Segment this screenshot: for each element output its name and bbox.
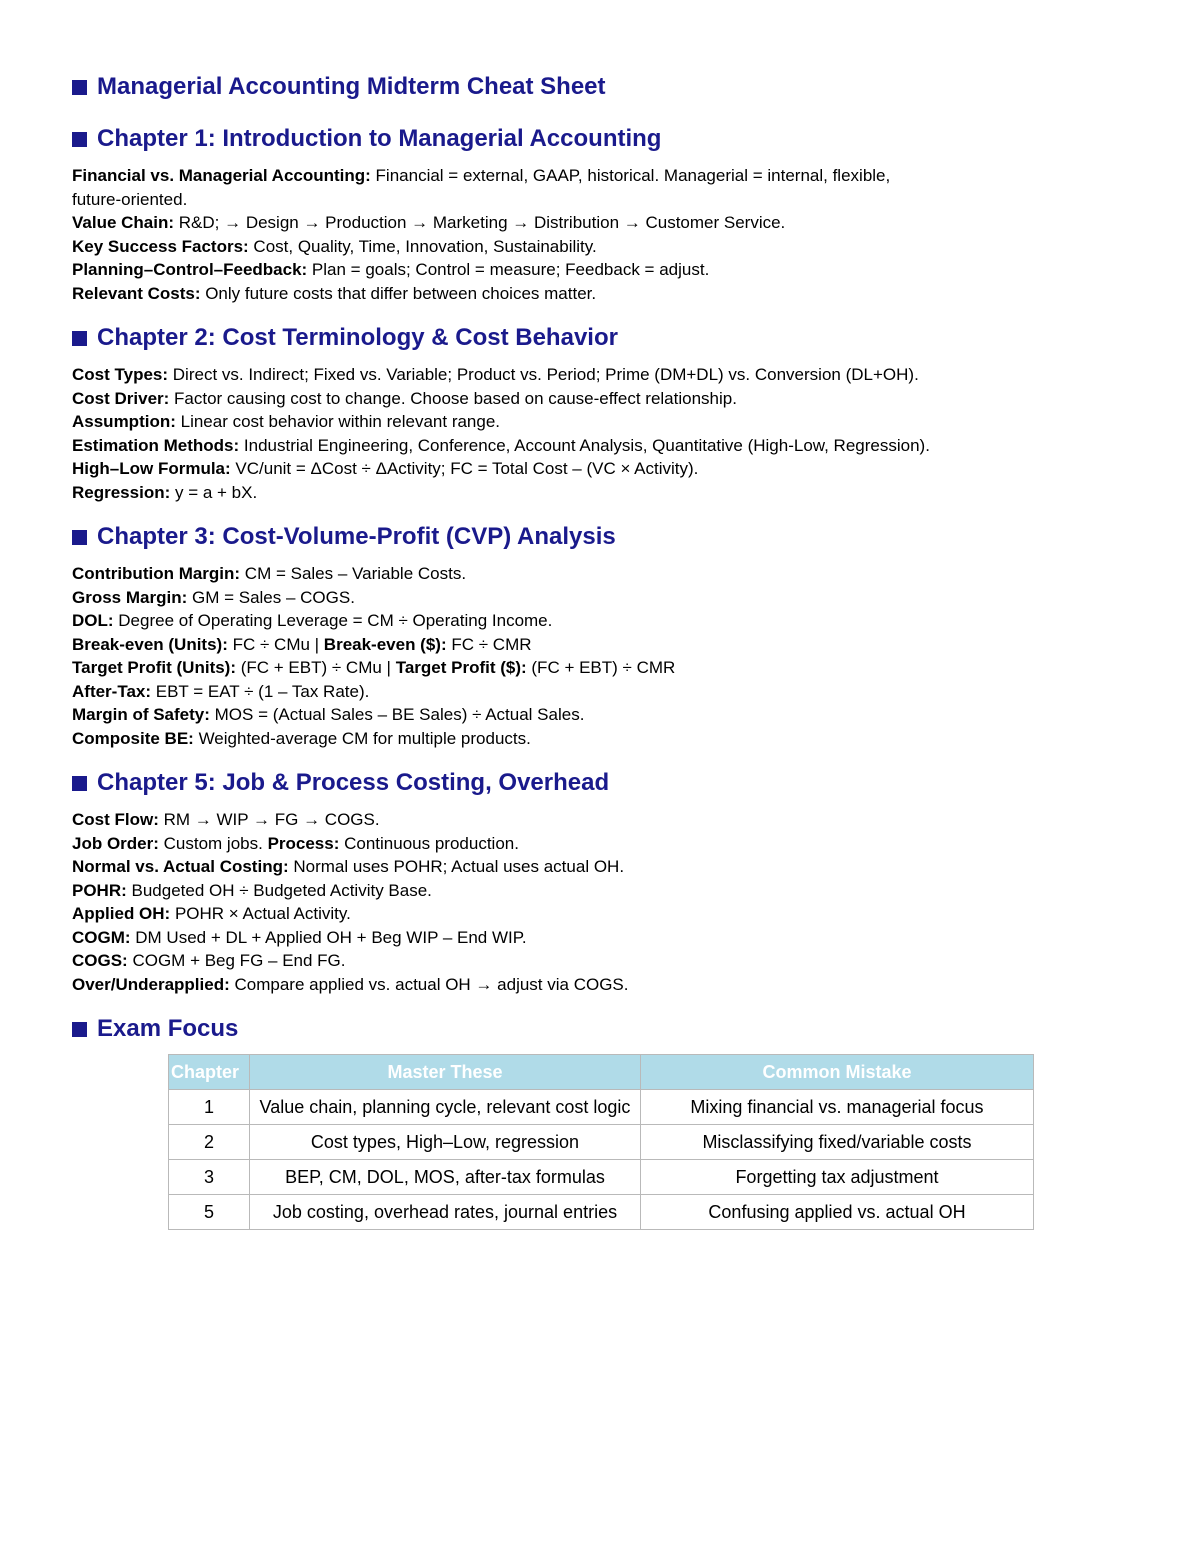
note-line: [72, 164, 1132, 188]
term-label: Process:: [267, 833, 340, 853]
term-text: Budgeted OH ÷ Budgeted Activity Base.: [126, 880, 432, 900]
term-label: Cost Types:: [72, 365, 169, 384]
table-header-row: [169, 1055, 1034, 1090]
chapter-heading: [72, 522, 1132, 552]
term-label: Gross Margin:: [72, 587, 188, 607]
exam-focus-table-body: [169, 1090, 1034, 1230]
column-header-master-these: Master These: [250, 1055, 641, 1090]
cheat-sheet-page: [72, 70, 1132, 1230]
note-line: [72, 949, 1132, 973]
square-bullet-icon: [72, 530, 87, 545]
term-label: Break-even (Units):: [72, 634, 228, 654]
square-bullet-icon: [72, 331, 87, 346]
term-text: Only future costs that differ between choices matter.: [200, 283, 597, 303]
cell-common-mistake: Confusing applied vs. actual OH: [641, 1195, 1034, 1230]
exam-focus-table: [168, 1054, 1034, 1230]
cell-common-mistake: Mixing financial vs. managerial focus: [641, 1090, 1034, 1125]
chapter-heading: [72, 768, 1132, 798]
table-row: [169, 1195, 1034, 1230]
term-label: Target Profit (Units):: [72, 658, 237, 677]
term-label: Financial vs. Managerial Accounting:: [72, 166, 371, 185]
term-text: Plan = goals; Control = measure; Feedback = adjust.: [307, 260, 710, 279]
term-text: (FC + EBT) ÷ CMR: [526, 658, 676, 677]
term-label: Planning–Control–Feedback:: [72, 260, 308, 279]
chapter-heading-text: Chapter 1: Introduction to Managerial Accounting: [97, 125, 662, 152]
cell-master-these: Job costing, overhead rates, journal entries: [250, 1195, 641, 1230]
term-text: Weighted-average CM for multiple products.: [193, 728, 531, 748]
note-line: [72, 211, 1132, 235]
column-header-chapter: Chapter: [169, 1055, 250, 1090]
term-text: Factor causing cost to change. Choose based on cause-effect relationship.: [169, 388, 737, 408]
note-line: [72, 808, 1132, 832]
term-text: Financial = external, GAAP, historical. Managerial = internal, flexible,: [370, 166, 891, 185]
cell-master-these: BEP, CM, DOL, MOS, after-tax formulas: [250, 1160, 641, 1195]
note-line: [72, 727, 1132, 751]
note-line: [72, 481, 1132, 505]
term-text: FC ÷ CMu |: [227, 634, 324, 654]
square-bullet-icon: [72, 132, 87, 147]
term-label: Break-even ($):: [323, 634, 447, 654]
note-line: [72, 258, 1132, 282]
term-text: VC/unit = ΔCost ÷ ΔActivity; FC = Total Cost – (VC × Activity).: [230, 459, 699, 478]
term-label: COGS:: [72, 951, 128, 970]
note-line: [72, 680, 1132, 704]
square-bullet-icon: [72, 1022, 87, 1037]
note-line: [72, 562, 1132, 586]
term-label: Over/Underapplied:: [72, 974, 230, 994]
term-text: RM → WIP → FG → COGS.: [158, 810, 380, 829]
note-line: [72, 235, 1132, 259]
note-line: [72, 902, 1132, 926]
note-line: [72, 879, 1132, 903]
cell-common-mistake: Forgetting tax adjustment: [641, 1160, 1034, 1195]
chapter-heading-text: Chapter 5: Job & Process Costing, Overhead: [97, 769, 610, 796]
square-bullet-icon: [72, 776, 87, 791]
chapter-heading: [72, 124, 1132, 154]
column-header-common-mistake: Common Mistake: [641, 1055, 1034, 1090]
term-text: FC ÷ CMR: [446, 634, 532, 654]
note-line: [72, 703, 1132, 727]
exam-focus-heading-text: Exam Focus: [97, 1015, 239, 1042]
cell-chapter: 2: [169, 1125, 250, 1160]
note-line: [72, 832, 1132, 856]
chapter-heading-text: Chapter 2: Cost Terminology & Cost Behavior: [97, 324, 618, 351]
note-line: [72, 387, 1132, 411]
term-label: Contribution Margin:: [72, 564, 241, 583]
note-line: [72, 457, 1132, 481]
chapter-section: [72, 522, 1132, 750]
term-label: Normal vs. Actual Costing:: [72, 857, 289, 876]
term-label: Cost Driver:: [72, 388, 170, 408]
term-label: Composite BE:: [72, 728, 194, 748]
note-line: [72, 363, 1132, 387]
term-label: Estimation Methods:: [72, 435, 240, 455]
chapter-sections: [72, 124, 1132, 996]
document-title-text: Managerial Accounting Midterm Cheat Sheet: [97, 73, 606, 100]
term-text: COGM + Beg FG – End FG.: [127, 951, 346, 970]
term-label: Regression:: [72, 482, 171, 502]
table-row: [169, 1090, 1034, 1125]
term-text: DM Used + DL + Applied OH + Beg WIP – End WIP.: [130, 927, 527, 947]
square-bullet-icon: [72, 80, 87, 95]
term-text: Custom jobs.: [158, 833, 268, 853]
chapter-heading-text: Chapter 3: Cost-Volume-Profit (CVP) Analysis: [97, 523, 616, 550]
note-line: [72, 282, 1132, 306]
note-line: [72, 586, 1132, 610]
table-row: [169, 1160, 1034, 1195]
note-line: [72, 188, 1132, 212]
term-text: CM = Sales – Variable Costs.: [240, 564, 467, 583]
chapter-heading: [72, 323, 1132, 353]
term-text: Degree of Operating Leverage = CM ÷ Operating Income.: [113, 611, 553, 630]
cell-chapter: 5: [169, 1195, 250, 1230]
chapter-section: [72, 323, 1132, 504]
term-text: Normal uses POHR; Actual uses actual OH.: [288, 857, 625, 876]
term-text: GM = Sales – COGS.: [187, 587, 355, 607]
term-label: After-Tax:: [72, 681, 152, 701]
term-label: Cost Flow:: [72, 810, 159, 829]
term-label: POHR:: [72, 880, 127, 900]
term-label: Target Profit ($):: [395, 658, 527, 677]
term-text: EBT = EAT ÷ (1 – Tax Rate).: [151, 681, 370, 701]
note-line: [72, 633, 1132, 657]
chapter-section: [72, 124, 1132, 305]
term-text: (FC + EBT) ÷ CMu |: [236, 658, 396, 677]
note-line: [72, 434, 1132, 458]
term-label: Job Order:: [72, 833, 159, 853]
cell-chapter: 3: [169, 1160, 250, 1195]
document-title: [72, 72, 1132, 102]
note-line: [72, 609, 1132, 633]
term-label: Relevant Costs:: [72, 283, 201, 303]
term-label: COGM:: [72, 927, 131, 947]
term-text: POHR × Actual Activity.: [170, 904, 351, 923]
table-row: [169, 1125, 1034, 1160]
note-line: [72, 410, 1132, 434]
note-line: [72, 855, 1132, 879]
term-label: Key Success Factors:: [72, 236, 249, 256]
cell-common-mistake: Misclassifying fixed/variable costs: [641, 1125, 1034, 1160]
term-text: R&D; → Design → Production → Marketing → Distribution → Customer Service.: [174, 213, 786, 232]
exam-focus-heading: [72, 1014, 1132, 1044]
cell-master-these: Cost types, High–Low, regression: [250, 1125, 641, 1160]
note-line: [72, 656, 1132, 680]
term-label: Value Chain:: [72, 213, 175, 232]
note-line: [72, 973, 1132, 997]
note-line: [72, 926, 1132, 950]
chapter-section: [72, 768, 1132, 996]
cell-master-these: Value chain, planning cycle, relevant cost logic: [250, 1090, 641, 1125]
term-label: High–Low Formula:: [72, 459, 231, 478]
term-label: Assumption:: [72, 412, 176, 431]
term-text: future-oriented.: [72, 189, 188, 209]
term-text: y = a + bX.: [170, 482, 258, 502]
term-text: Industrial Engineering, Conference, Account Analysis, Quantitative (High-Low, Regression).: [239, 435, 930, 455]
term-text: MOS = (Actual Sales – BE Sales) ÷ Actual Sales.: [209, 705, 585, 724]
term-text: Continuous production.: [339, 833, 519, 853]
term-label: Applied OH:: [72, 904, 171, 923]
term-text: Compare applied vs. actual OH → adjust via COGS.: [229, 974, 629, 994]
term-text: Cost, Quality, Time, Innovation, Sustainability.: [248, 236, 597, 256]
cell-chapter: 1: [169, 1090, 250, 1125]
term-label: Margin of Safety:: [72, 705, 210, 724]
term-text: Linear cost behavior within relevant range.: [175, 412, 501, 431]
term-label: DOL:: [72, 611, 114, 630]
term-text: Direct vs. Indirect; Fixed vs. Variable; Product vs. Period; Prime (DM+DL) vs. Conversion (DL+OH).: [168, 365, 919, 384]
